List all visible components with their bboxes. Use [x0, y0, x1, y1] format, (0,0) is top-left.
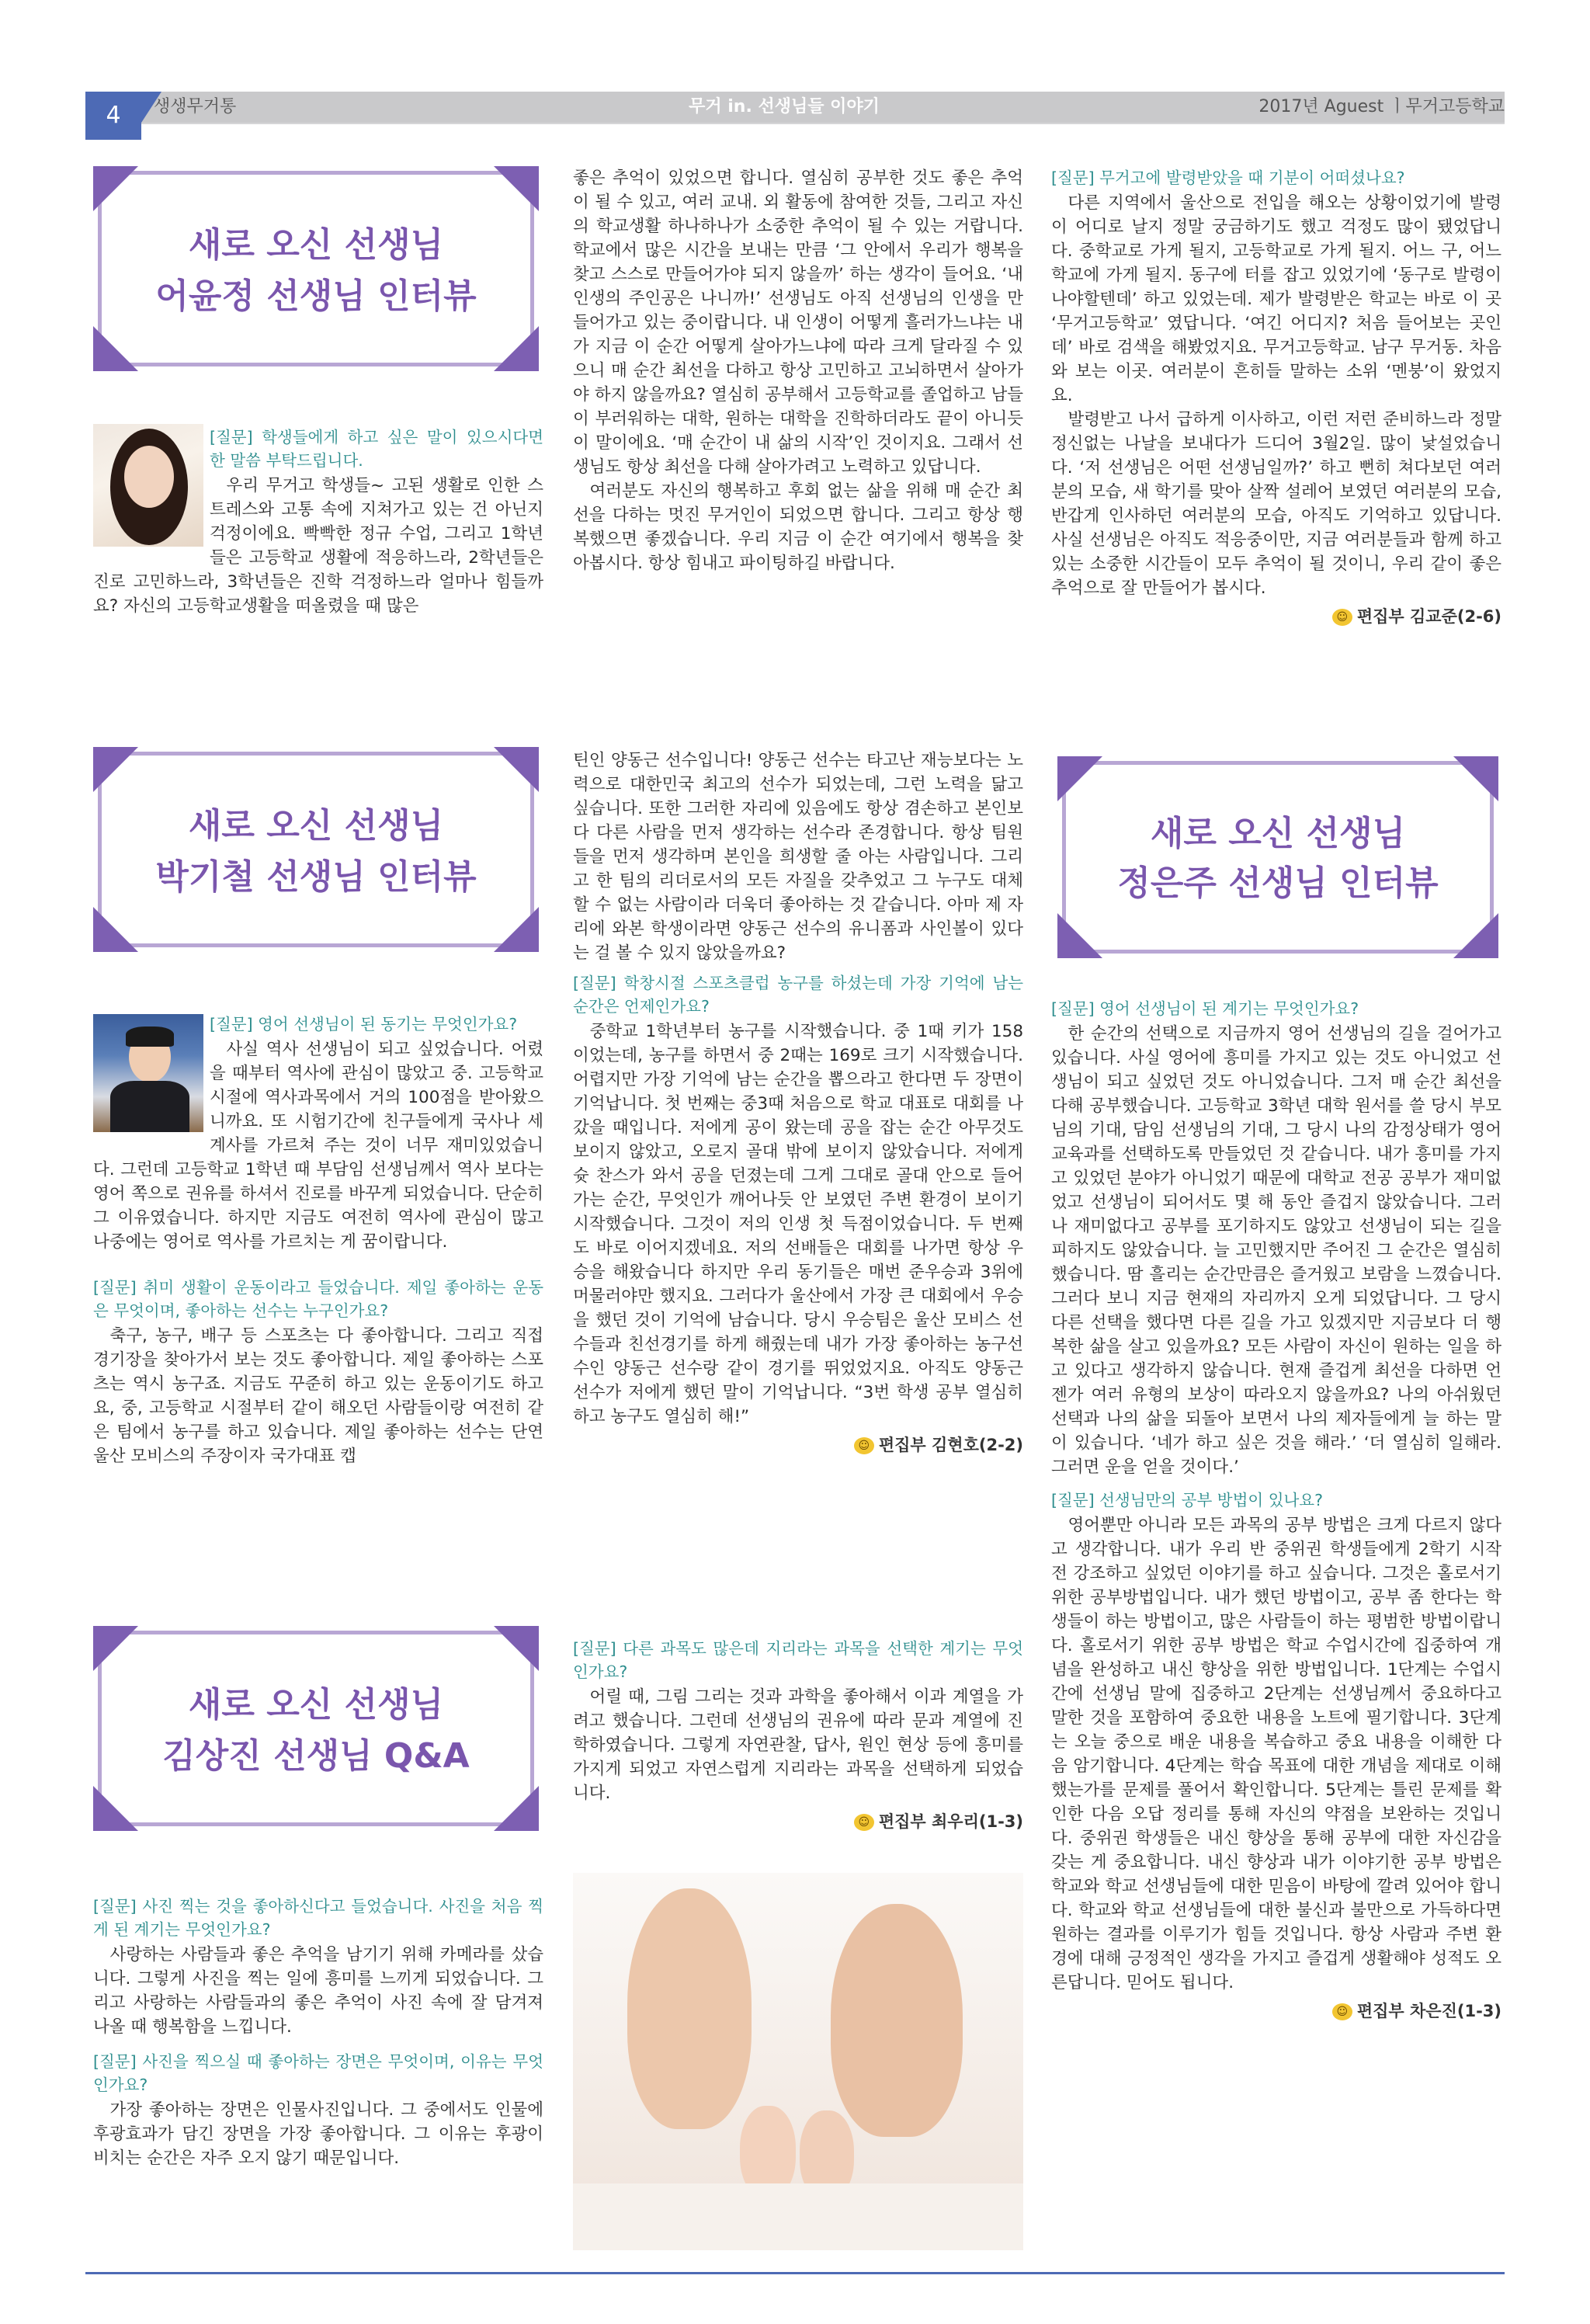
bottom-rule: [85, 2272, 1505, 2274]
park-question-2: [질문] 취미 생활이 운동이라고 들었습니다. 제일 좋아하는 운동은 무엇이며, 좋아하는 선수는 누구인가요?: [93, 1278, 543, 1320]
eo-answer-3: 여러분도 자신의 행복하고 후회 없는 삶을 위해 매 순간 최선을 다하는 멋진 무거인이 되었으면 합니다. 그리고 항상 행복했으면 좋겠습니다. 우리 지금 이 순간 여기에서 행복을 찾아봅시다. 항상 힘내고 파이팅하길 바랍니다.: [573, 481, 1023, 573]
jung-signature: ☺ 편집부 차은진(1-3): [1051, 1998, 1501, 2024]
title-box-jung: [1062, 761, 1494, 954]
kim-answer-2: 가장 좋아하는 장면은 인물사진입니다. 그 중에서도 인물에 후광효과가 담긴 장면을 가장 좋아합니다. 그 이유는 후광이 비치는 순간은 자주 오지 않기 때문입니다.: [93, 2100, 543, 2168]
title-box-eo: [98, 171, 534, 366]
kim-question-2: [질문] 사진을 찍으실 때 좋아하는 장면은 무엇이며, 이유는 무엇인가요?: [93, 2052, 543, 2094]
jung-answer-1: 한 순간의 선택으로 지금까지 영어 선생님의 길을 걸어가고 있습니다. 사실 영어에 흥미를 가지고 있는 것도 아니었고 선생님이 되고 싶었던 것도 아니었습니다. 그저 매 순간 최선을 다해 공부했습니다. 고등학교 3학년 대학 원서를 쓸 당시 부모님의 기대, 담임 선생님의 기대, 그 당시 나의 감정상태가 영어교육과를 선택하도록 만들었던 것 같습니다. 내가 흥미를 가지고 있었던 분야가 아니었기 때문에 대학교 전공 공부가 재미없었고 선생님이 되어서도 몇 해 동안 즐겁지 않았습니다. 그러나 재미없다고 공부를 포기하지도 않았고 선생님이 되는 길을 피하지도 않았습니다. 늘 고민했지만 주어진 그 순간은 열심히 했습니다. 땀 흘리는 순간만큼은 즐거웠고 보람을 느꼈습니다. 그러다 보니 지금 현재의 자리까지 오게 되었답니다. 그 당시 다른 선택을 했다면 다른 길을 가고 있겠지만 지금보다 더 행복한 삶을 살고 있을까요? 모든 사람이 자신이 원하는 일을 하고 있다고 생각하지 않습니다. 현재 즐겁게 최선을 다하면 언젠가 여러 유형의 보상이 따라오지 않을까요? 나의 아쉬웠던 선택과 나의 삶을 되돌아 보면서 나의 제자들에게 늘 하는 말이 있습니다. ‘네가 하고 싶은 것을 해라.’ ‘더 열심히 일해라. 그러면 운을 얻을 것이다.’: [1051, 1024, 1501, 1477]
smile-icon: ☺: [1332, 609, 1352, 626]
jung-col3: [1051, 997, 1501, 2024]
section-title: 무거 in. 선생님들 이야기: [689, 97, 880, 116]
park-answer-2: 축구, 농구, 배구 등 스포츠는 다 좋아합니다. 그리고 직접 경기장을 찾아가서 보는 것도 좋아합니다. 제일 좋아하는 스포츠는 역시 농구죠. 지금도 꾸준히 하고 있는 운동이기도 하고요, 중, 고등학교 시절부터 같이 해오던 사람들이랑 여전히 같은 팀에서 농구를 하고 있습니다. 제일 좋아하는 선수는 단연 울산 모비스의 주장이자 국가대표 캡: [93, 1326, 543, 1466]
title-box-kim: [98, 1631, 534, 1826]
eo-answer-5: 발령받고 나서 급하게 이사하고, 이런 저런 준비하느라 정말 정신없는 나날을 보내다가 드디어 3월2일. 많이 낯설었습니다. ‘저 선생님은 어떤 선생님일까?’ 하고 뻔히 쳐다보던 여러분의 모습, 새 학기를 맞아 살짝 설레어 보였던 여러분의 모습, 반갑게 인사하던 여러분의 모습, 아직도 기억하고 있답니다. 사실 선생님은 아직도 적응중이만, 지금 여러분들과 함께 하고 있는 소중한 시간들이 모두 추억이 될 것이니, 우리 같이 좋은 추억으로 잘 만들어가 봅시다.: [1051, 410, 1501, 598]
title-line1: 새로 오신 선생님: [188, 1685, 444, 1725]
eo-question-1: [질문] 학생들에게 하고 싶은 말이 있으시다면 한 말씀 부탁드립니다.: [210, 428, 543, 470]
title-line2: 박기철 선생님 인터뷰: [155, 857, 477, 897]
kim-answer-3: 어릴 때, 그림 그리는 것과 과학을 좋아해서 이과 계열을 가려고 했습니다. 그런데 선생님의 권유에 따라 문과 계열에 진학하였습니다. 그렇게 자연관찰, 답사, 원인 현상 등에 흥미를 가지게 되었고 자연스럽게 지리라는 과목을 선택하게 되었습니다.: [573, 1687, 1023, 1803]
jung-answer-2: 영어뿐만 아니라 모든 과목의 공부 방법은 크게 다르지 않다고 생각합니다. 내가 우리 반 중위권 학생들에게 2학기 시작 전 강조하고 싶었던 이야기를 하고 싶습니다. 그것은 홀로서기 위한 공부방법입니다. 내가 했던 방법이고, 공부 좀 한다는 학생들이 하는 방법이고, 많은 사람들이 하는 평범한 방법이랍니다. 홀로서기 위한 공부 방법은 학교 수업시간에 집중하여 개념을 완성하고 내신 향상을 위한 방법입니다. 1단계는 수업시간에 선생님 말에 집중하고 2단계는 선생님께서 중요하다고 말한 것을 포함하여 중요한 내용을 노트에 필기합니다. 3단계는 오늘 중으로 배운 내용을 복습하고 중요 내용을 이해한 다음 암기합니다. 4단계는 학습 목표에 대한 개념을 제대로 이해했는가를 문제를 풀어서 확인합니다. 5단계는 틀린 문제를 확인한 다음 오답 정리를 통해 자신의 약점을 보완하는 것입니다. 중위권 학생들은 내신 향상을 통해 공부에 대한 자신감을 갖는 게 중요합니다. 내신 향상과 내가 이야기한 공부 방법은 학교와 학교 선생님들에 대한 믿음이 바탕에 깔려 있어야 합니다. 학교와 학교 선생님들에 대한 불신과 불만으로 가득하다면 원하는 결과를 이루기가 힘들 것입니다. 항상 사람과 주변 환경에 대해 긍정적인 생각을 가지고 즐겁게 생활해야 성적도 오른답니다. 믿어도 됩니다.: [1051, 1516, 1501, 1992]
park-answer-1: 사실 역사 선생님이 되고 싶었습니다. 어렸을 때부터 역사에 관심이 많았고 중. 고등학교 시절에 역사과목에서 거의 100점을 받아왔으니까요. 또 시험기간에 친구들에게 국사나 세계사를 가르쳐 주는 것이 너무 재미있었습니다. 그런데 고등학교 1학년 때 부담임 선생님께서 역사 보다는 영어 쪽으로 권유를 하셔서 진로를 바꾸게 되었습니다. 단순히 그 이유였습니다. 하지만 지금도 여전히 역사에 관심이 많고 나중에는 영어로 역사를 가르치는 게 꿈이랍니다.: [93, 1040, 543, 1252]
title-line2: 정은주 선생님 인터뷰: [1117, 863, 1439, 903]
eo-answer-1: 우리 무거고 학생들~ 고된 생활로 인한 스트레스와 고통 속에 지쳐가고 있는 건 아닌지 걱정이에요. 빡빡한 정규 수업, 그리고 1학년들은 고등학교 생활에 적응하느라, 2학년들은 진로 고민하느라, 3학년들은 진학 걱정하느라 얼마나 힘들까요? 자신의 고등학교생활을 떠올렸을 때 많은: [93, 476, 543, 616]
kim-question-1: [질문] 사진 찍는 것을 좋아하신다고 들었습니다. 사진을 처음 찍게 된 계기는 무엇인가요?: [93, 1897, 543, 1939]
title-line1: 새로 오신 선생님: [188, 225, 444, 265]
title-line1: 새로 오신 선생님: [1150, 814, 1406, 853]
smile-icon: ☺: [854, 1814, 874, 1831]
eo-col3: [1051, 166, 1501, 630]
eo-col1: [93, 426, 543, 618]
park-answer-3: 틴인 양동근 선수입니다! 양동근 선수는 타고난 재능보다는 노력으로 대한민국 최고의 선수가 되었는데, 그런 노력을 닮고 싶습니다. 또한 그러한 자리에 있음에도 항상 겸손하고 본인보다 다른 사람을 먼저 생각하는 선수라 존경합니다. 항상 팀원들을 먼저 생각하며 본인을 희생할 줄 아는 사람입니다. 그리고 한 팀의 리더로서의 모든 자질을 갖추었고 그 누구도 대체할 수 없는 사람이라 더욱더 좋아하는 것 같습니다. 아마 제 자리에 와본 학생이라면 양동근 선수의 유니폼과 사인볼이 있다는 걸 볼 수 있지 않았을까요?: [573, 751, 1023, 963]
page-number: 4: [85, 92, 141, 140]
issue-info: 2017년 Aguest ㅣ무거고등학교: [1258, 97, 1505, 116]
section-name: 생생무거통: [154, 97, 237, 116]
eo-question-2: [질문] 무거고에 발령받았을 때 기분이 어떠셨나요?: [1051, 168, 1405, 187]
park-col1: [93, 1013, 543, 1468]
park-question-3: [질문] 학창시절 스포츠클럽 농구를 하셨는데 가장 기억에 남는 순간은 언제인가요?: [573, 974, 1023, 1016]
title-line1: 새로 오신 선생님: [188, 806, 444, 846]
eo-col2: [573, 166, 1023, 575]
kim-col1: [93, 1895, 543, 2170]
jung-question-2: [질문] 선생님만의 공부 방법이 있나요?: [1051, 1491, 1323, 1509]
park-signature: ☺ 편집부 김현호(2-2): [573, 1432, 1023, 1458]
eo-answer-2: 좋은 추억이 있었으면 합니다. 열심히 공부한 것도 좋은 추억이 될 수 있고, 여러 교내. 외 활동에 참여한 것들, 그리고 자신의 학교생활 하나하나가 소중한 추억이 될 수 있는 거랍니다. 학교에서 많은 시간을 보내는 만큼 ‘그 안에서 우리가 행복을 찾고 스스로 만들어가야 되지 않을까’ 하는 생각이 들어요. ‘내 인생의 주인공은 나니까!’ 선생님도 아직 선생님의 인생을 만들어가고 있는 중이랍니다. 내 인생이 어떻게 흘러가느냐는 내가 지금 이 순간 어떻게 살아가느냐에 따라 크게 달라질 수 있으니 매 순간 최선을 다하고 항상 고민하고 고뇌하면서 살아가야 하지 않을까요? 열심히 공부해서 고등학교를 졸업하고 남들이 부러워하는 대학, 원하는 대학을 진학하더라도 끝이 아니듯이 말이에요. ‘매 순간이 내 삶의 시작’인 것이지요. 그래서 선생님도 항상 최선을 다해 살아가려고 노력하고 있답니다.: [573, 168, 1023, 477]
family-feet-photo: [573, 1873, 1023, 2250]
park-col2: [573, 749, 1023, 1458]
park-question-1: [질문] 영어 선생님이 된 동기는 무엇인가요?: [210, 1015, 518, 1033]
header-rule: [141, 123, 1505, 124]
eo-signature: ☺ 편집부 김교준(2-6): [1051, 603, 1501, 630]
kim-question-3: [질문] 다른 과목도 많은데 지리라는 과목을 선택한 계기는 무엇인가요?: [573, 1639, 1023, 1681]
kim-signature: ☺ 편집부 최우리(1-3): [573, 1808, 1023, 1835]
title-box-park: [98, 752, 534, 947]
title-line2: 어윤정 선생님 인터뷰: [155, 276, 477, 316]
title-line2: 김상진 선생님 Q&A: [162, 1736, 470, 1776]
park-answer-4: 중학교 1학년부터 농구를 시작했습니다. 중 1때 키가 158이었는데, 농구를 하면서 중 2때는 169로 크기 시작했습니다. 어렵지만 가장 기억에 남는 순간을 뽑으라고 한다면 두 장면이 기억납니다. 첫 번째는 중3때 처음으로 학교 대표로 대회를 나갔을 때입니다. 저에게 공이 왔는데 공을 잡는 순간 아무것도 보이지 않았고, 오로지 골대 밖에 보이지 않았습니다. 저에게 슛 찬스가 와서 공을 던졌는데 그게 그대로 골대 안으로 들어가는 순간, 무엇인가 깨어나듯 안 보였던 주변 환경이 보이기 시작했습니다. 그것이 저의 인생 첫 득점이었습니다. 두 번째도 바로 이어지겠네요. 저의 선배들은 대회를 나가면 항상 우승을 해왔습니다 하지만 우리 동기들은 매번 준우승과 3위에 머물러야만 했지요. 그러다가 울산에서 가장 큰 대회에서 우승을 했던 것이 기억에 남습니다. 당시 우승팀은 울산 모비스 선수들과 친선경기를 하게 해줬는데 내가 가장 좋아하는 농구선수인 양동근 선수랑 같이 경기를 뛰었었지요. 아직도 양동근 선수가 저에게 했던 말이 기억납니다. “3번 학생 공부 열심히 하고 농구도 열심히 해!”: [573, 1022, 1023, 1426]
smile-icon: ☺: [1332, 2003, 1352, 2020]
eo-answer-4: 다른 지역에서 울산으로 전입을 해오는 상황이었기에 발령이 어디로 날지 정말 궁금하기도 했고 걱정도 많이 됐었답니다. 중학교로 가게 될지, 고등학교로 가게 될지. 어느 구, 어느 학교에 가게 될지. 동구에 터를 잡고 있었기에 ‘동구로 발령이 나야할텐데’ 하고 있었는데. 제가 발령받은 학교는 바로 이 곳 ‘무거고등학교’ 였답니다. ‘여긴 어디지? 처음 들어보는 곳인데’ 바로 검색을 해봤었지요. 무거고등학교. 남구 무거동. 차음 와 보는 이곳. 여러분이 흔히들 말하는 소위 ‘멘붕’이 왔었지요.: [1051, 193, 1501, 405]
smile-icon: ☺: [854, 1437, 874, 1454]
kim-answer-1: 사랑하는 사람들과 좋은 추억을 남기기 위해 카메라를 샀습니다. 그렇게 사진을 찍는 일에 흥미를 느끼게 되었습니다. 그리고 사랑하는 사람들과의 좋은 추억이 사진 속에 잘 담겨져 나올 때 행복함을 느낍니다.: [93, 1945, 543, 2037]
kim-col2: [573, 1637, 1023, 1835]
jung-question-1: [질문] 영어 선생님이 된 계기는 무엇인가요?: [1051, 999, 1359, 1018]
